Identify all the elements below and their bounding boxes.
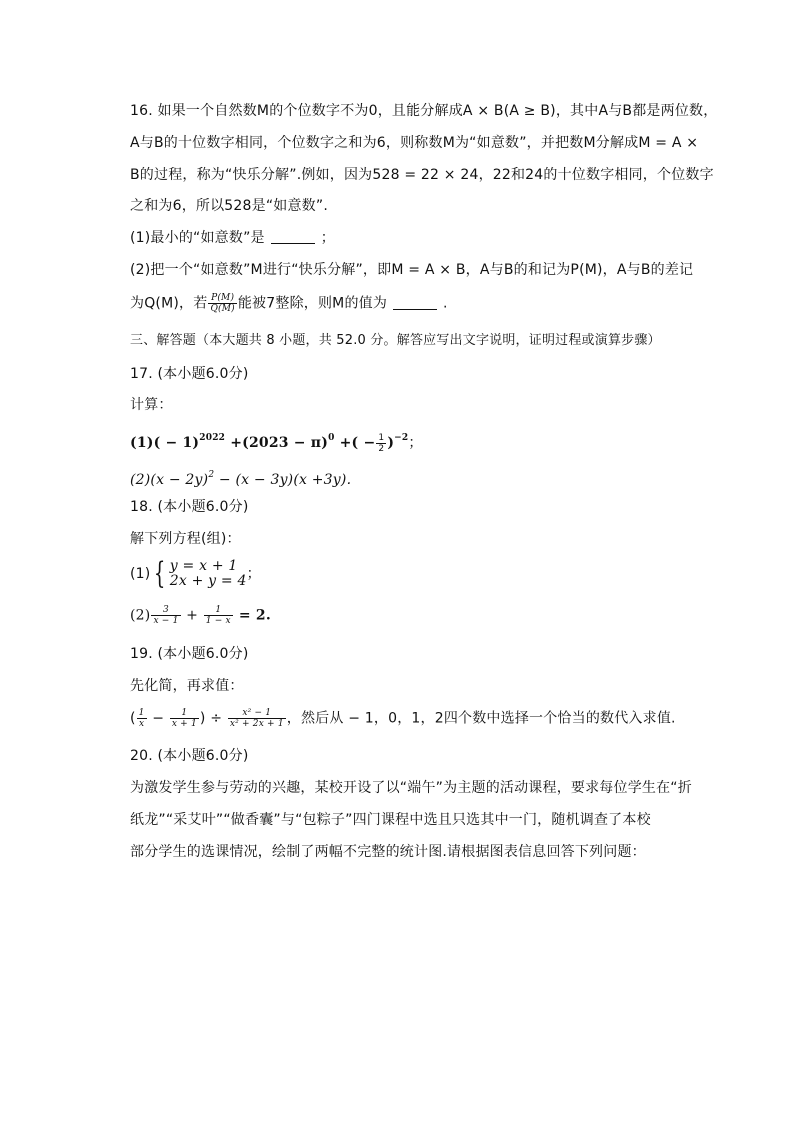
equation-1: y = x + 1 <box>169 558 238 574</box>
equation-system <box>170 559 247 589</box>
q18-part-1 <box>130 556 261 592</box>
frac-numerator: P(M) <box>208 293 236 304</box>
q16-part-2-text-a: 为Q(M)，若 <box>130 295 208 312</box>
q16-part-1-end: ； <box>320 230 335 246</box>
q19-minus: − <box>147 710 169 727</box>
q16-line-1: 16. 如果一个自然数M的个位数字不为0，且能分解成A × B(A ≥ B)，其中A与B都是两位数， <box>130 103 718 119</box>
q17-p1-c: +( − <box>334 435 376 451</box>
q16-part-2-text-b: 能被7整除，则M的值为 <box>237 295 388 312</box>
equation-2: 2x + y = 4 <box>169 573 247 589</box>
q20-header: 20. (本小题6.0分) <box>130 748 249 764</box>
frac-denominator: 1 − x <box>205 616 231 626</box>
q19-intro: 先化简，再求值： <box>130 678 244 694</box>
q16-part-2-end: . <box>443 295 448 312</box>
section-3-heading: 三、解答题（本大题共 8 小题，共 52.0 分。解答应写出文字说明，证明过程或演算步骤） <box>130 333 661 348</box>
q18-part-2 <box>130 605 271 626</box>
frac-denominator: x − 1 <box>153 616 179 626</box>
q20-line-2: 纸龙”“采艾叶”“做香囊”与“包粽子”四门课程中选且只选其中一门，随机调查了本校 <box>130 812 651 828</box>
q19-lparen: ( <box>130 710 136 727</box>
q19-expression <box>130 708 676 729</box>
one-half-fraction <box>376 433 386 454</box>
q20-line-1: 为激发学生参与劳动的兴趣，某校开设了以“端午”为主题的活动课程，要求每位学生在“折 <box>130 780 692 796</box>
q16-part-1-text: (1)最小的“如意数”是 <box>130 230 265 246</box>
frac-denominator: x <box>139 719 145 729</box>
left-brace-icon: { <box>154 556 166 591</box>
q17-p1-a: (1)( − 1) <box>130 435 200 451</box>
frac-numerator: 1 <box>170 708 199 719</box>
pm-over-qm-fraction <box>208 293 236 314</box>
q18-p2-end: = 2. <box>233 607 271 624</box>
q17-p1-b: +(2023 − π) <box>225 435 329 451</box>
frac-denominator: x + 1 <box>171 719 197 729</box>
q17-p2-exp: 2 <box>208 470 215 480</box>
q17-part-2 <box>130 465 351 490</box>
q17-p2-a: (2)(x − 2y) <box>130 472 209 488</box>
q17-p2-b: − (x − 3y)(x +3y). <box>214 472 352 488</box>
q16-line-3: B的过程，称为“快乐分解”.例如，因为528 = 22 × 24，22和24的十位数字相同，个位数字 <box>130 167 714 183</box>
q17-p1-exp2: 0 <box>328 433 335 443</box>
frac-numerator: x² − 1 <box>228 708 286 719</box>
fraction-3-over-x-minus-1 <box>151 605 180 626</box>
q19-rparen-divide: ) ÷ <box>199 710 227 727</box>
frac-denominator: 2 <box>378 443 385 454</box>
answer-blank-2[interactable] <box>393 295 437 310</box>
q18-intro: 解下列方程(组)： <box>130 531 241 547</box>
q17-header: 17. (本小题6.0分) <box>130 366 249 382</box>
fraction-1-over-x <box>137 708 147 729</box>
frac-numerator: 3 <box>151 605 180 616</box>
q16-part-2-line-1: (2)把一个“如意数”M进行“快乐分解”，即M = A × B，A与B的和记为P(M)，A与B的差记 <box>130 262 694 278</box>
q16-part-1 <box>130 228 335 248</box>
frac-denominator: x² + 2x + 1 <box>229 719 284 729</box>
q19-header: 19. (本小题6.0分) <box>130 646 249 662</box>
q18-p1-label: (1) <box>130 566 151 582</box>
q17-p1-d: ) <box>387 435 395 451</box>
q18-p2-plus: + <box>181 607 203 624</box>
q20-line-3: 部分学生的选课情况，绘制了两幅不完整的统计图.请根据图表信息回答下列问题： <box>130 844 646 860</box>
q19-tail: ，然后从 − 1，0，1，2四个数中选择一个恰当的数代入求值. <box>286 710 676 727</box>
q17-part-1 <box>130 428 423 454</box>
q17-p1-exp1: 2022 <box>199 433 226 443</box>
q16-line-2: A与B的十位数字相同，个位数字之和为6，则称数M为“如意数”，并把数M分解成M = A × <box>130 135 699 151</box>
frac-numerator: 1 <box>138 708 145 718</box>
q17-p1-exp3: −2 <box>394 433 409 443</box>
q17-p1-e: ； <box>408 435 423 451</box>
q18-p1-end: ； <box>246 566 261 582</box>
frac-numerator: 1 <box>204 605 233 616</box>
fraction-1-over-1-minus-x <box>204 605 233 626</box>
q18-p2-label: (2) <box>130 607 151 624</box>
q18-header: 18. (本小题6.0分) <box>130 499 249 515</box>
fraction-x2-minus-1-over-trinomial <box>228 708 286 729</box>
q17-intro: 计算： <box>130 397 173 413</box>
frac-numerator: 1 <box>378 432 385 443</box>
fraction-1-over-x-plus-1 <box>170 708 199 729</box>
q16-line-4: 之和为6，所以528是“如意数”. <box>130 198 328 214</box>
q16-part-2-line-2 <box>130 293 448 314</box>
answer-blank-1[interactable] <box>271 229 315 244</box>
frac-denominator: Q(M) <box>210 304 235 314</box>
